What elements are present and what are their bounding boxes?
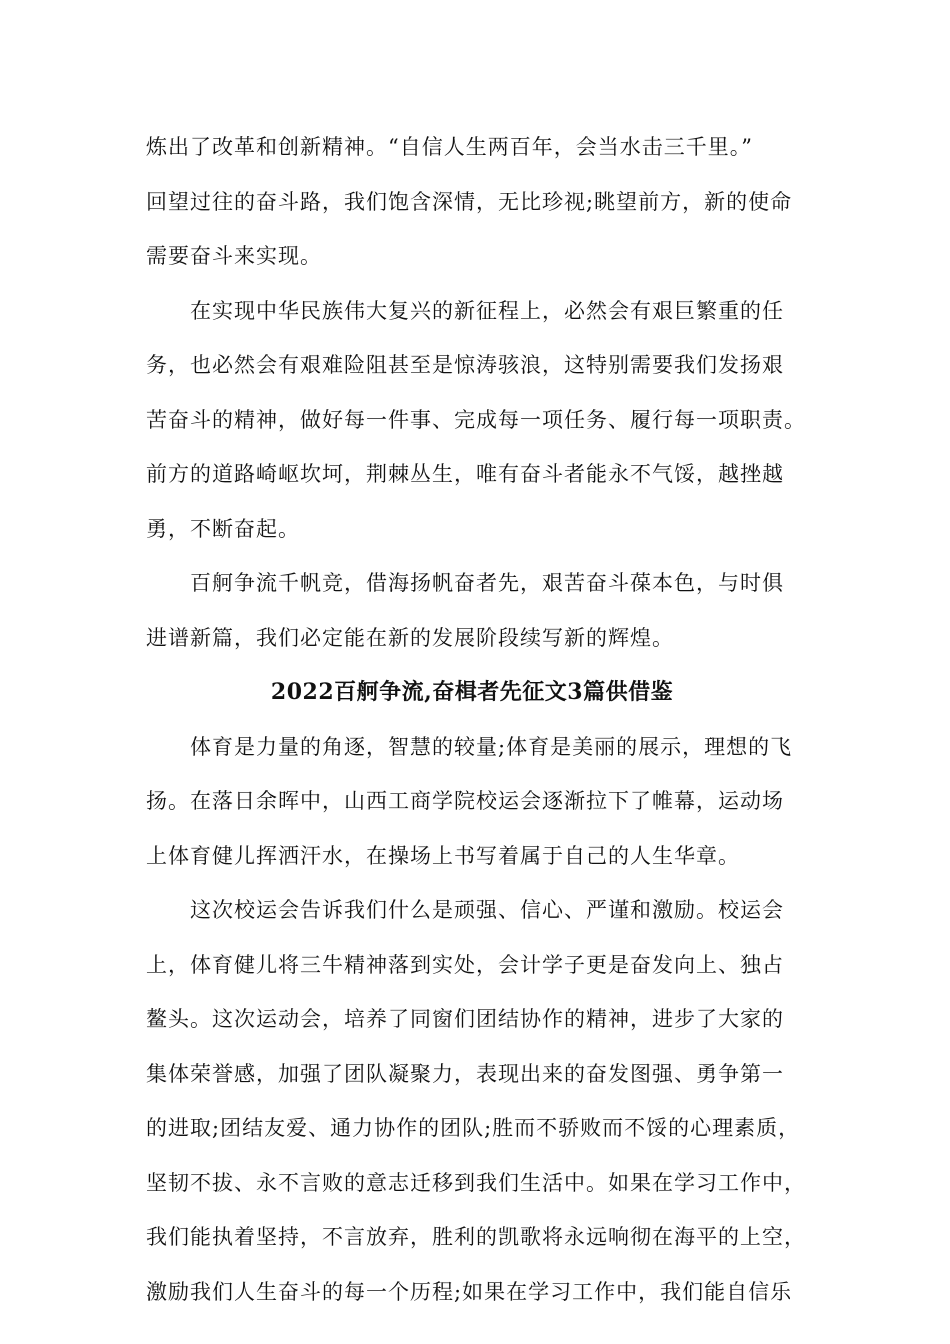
text-line: 在实现中华民族伟大复兴的新征程上，必然会有艰巨繁重的任 [190,298,784,323]
text-line: 需要奋斗来实现。 [146,244,322,268]
text-line: 鳌头。这次运动会，培养了同窗们团结协作的精神，进步了大家的 [146,1007,784,1031]
paragraph [146,891,808,1327]
text-line: 百舸争流千帆竞，借海扬帆奋者先，艰苦奋斗葆本色，与时俱 [190,571,784,595]
text-line: 的进取;团结友爱、通力协作的团队;胜而不骄败而不馁的心理素质， [146,1116,801,1140]
text-line: 进谱新篇，我们必定能在新的发展阶段续写新的辉煌。 [146,625,674,650]
text-line: 炼出了改革和创新精神。“自信人生两百年，会当水击三千里。” [146,135,753,159]
text-line: 激励我们人生奋斗的每一个历程;如果在学习工作中，我们能自信乐 [146,1279,793,1304]
text-line: 集体荣誉感，加强了团队凝聚力，表现出来的奋发图强、勇争第一 [146,1061,784,1086]
paragraph [146,128,808,292]
text-line: 前方的道路崎岖坎坷，荆棘丛生，唯有奋斗者能永不气馁，越挫越 [146,462,784,486]
paragraph [146,292,808,565]
section-title: 2022百舸争流,奋楫者先征文3篇供借鉴 [270,679,674,705]
document-body [146,128,808,1327]
text-line: 务，也必然会有艰难险阻甚至是惊涛骇浪，这特别需要我们发扬艰 [146,353,784,377]
text-line: 上，体育健儿将三牛精神落到实处，会计学子更是奋发向上、独占 [146,952,784,977]
text-line: 这次校运会告诉我们什么是顽强、信心、严谨和激励。校运会 [190,898,784,922]
text-line: 体育是力量的角逐，智慧的较量;体育是美丽的展示，理想的飞 [190,734,793,759]
text-line: 勇，不断奋起。 [146,516,300,541]
text-line: 扬。在落日余晖中，山西工商学院校运会逐渐拉下了帷幕，运动场 [146,789,784,813]
text-line: 坚韧不拔、永不言败的意志迁移到我们生活中。如果在学习工作中， [146,1170,806,1195]
text-line: 苦奋斗的精神，做好每一件事、完成每一项任务、履行每一项职责。 [146,407,806,432]
text-line: 我们能执着坚持，不言放弃，胜利的凯歌将永远响彻在海平的上空， [146,1225,806,1249]
paragraph [146,564,808,673]
paragraph [146,728,808,892]
text-line: 上体育健儿挥洒汗水，在操场上书写着属于自己的人生华章。 [146,843,740,868]
text-line: 回望过往的奋斗路，我们饱含深情，无比珍视;眺望前方，新的使命 [146,189,793,214]
